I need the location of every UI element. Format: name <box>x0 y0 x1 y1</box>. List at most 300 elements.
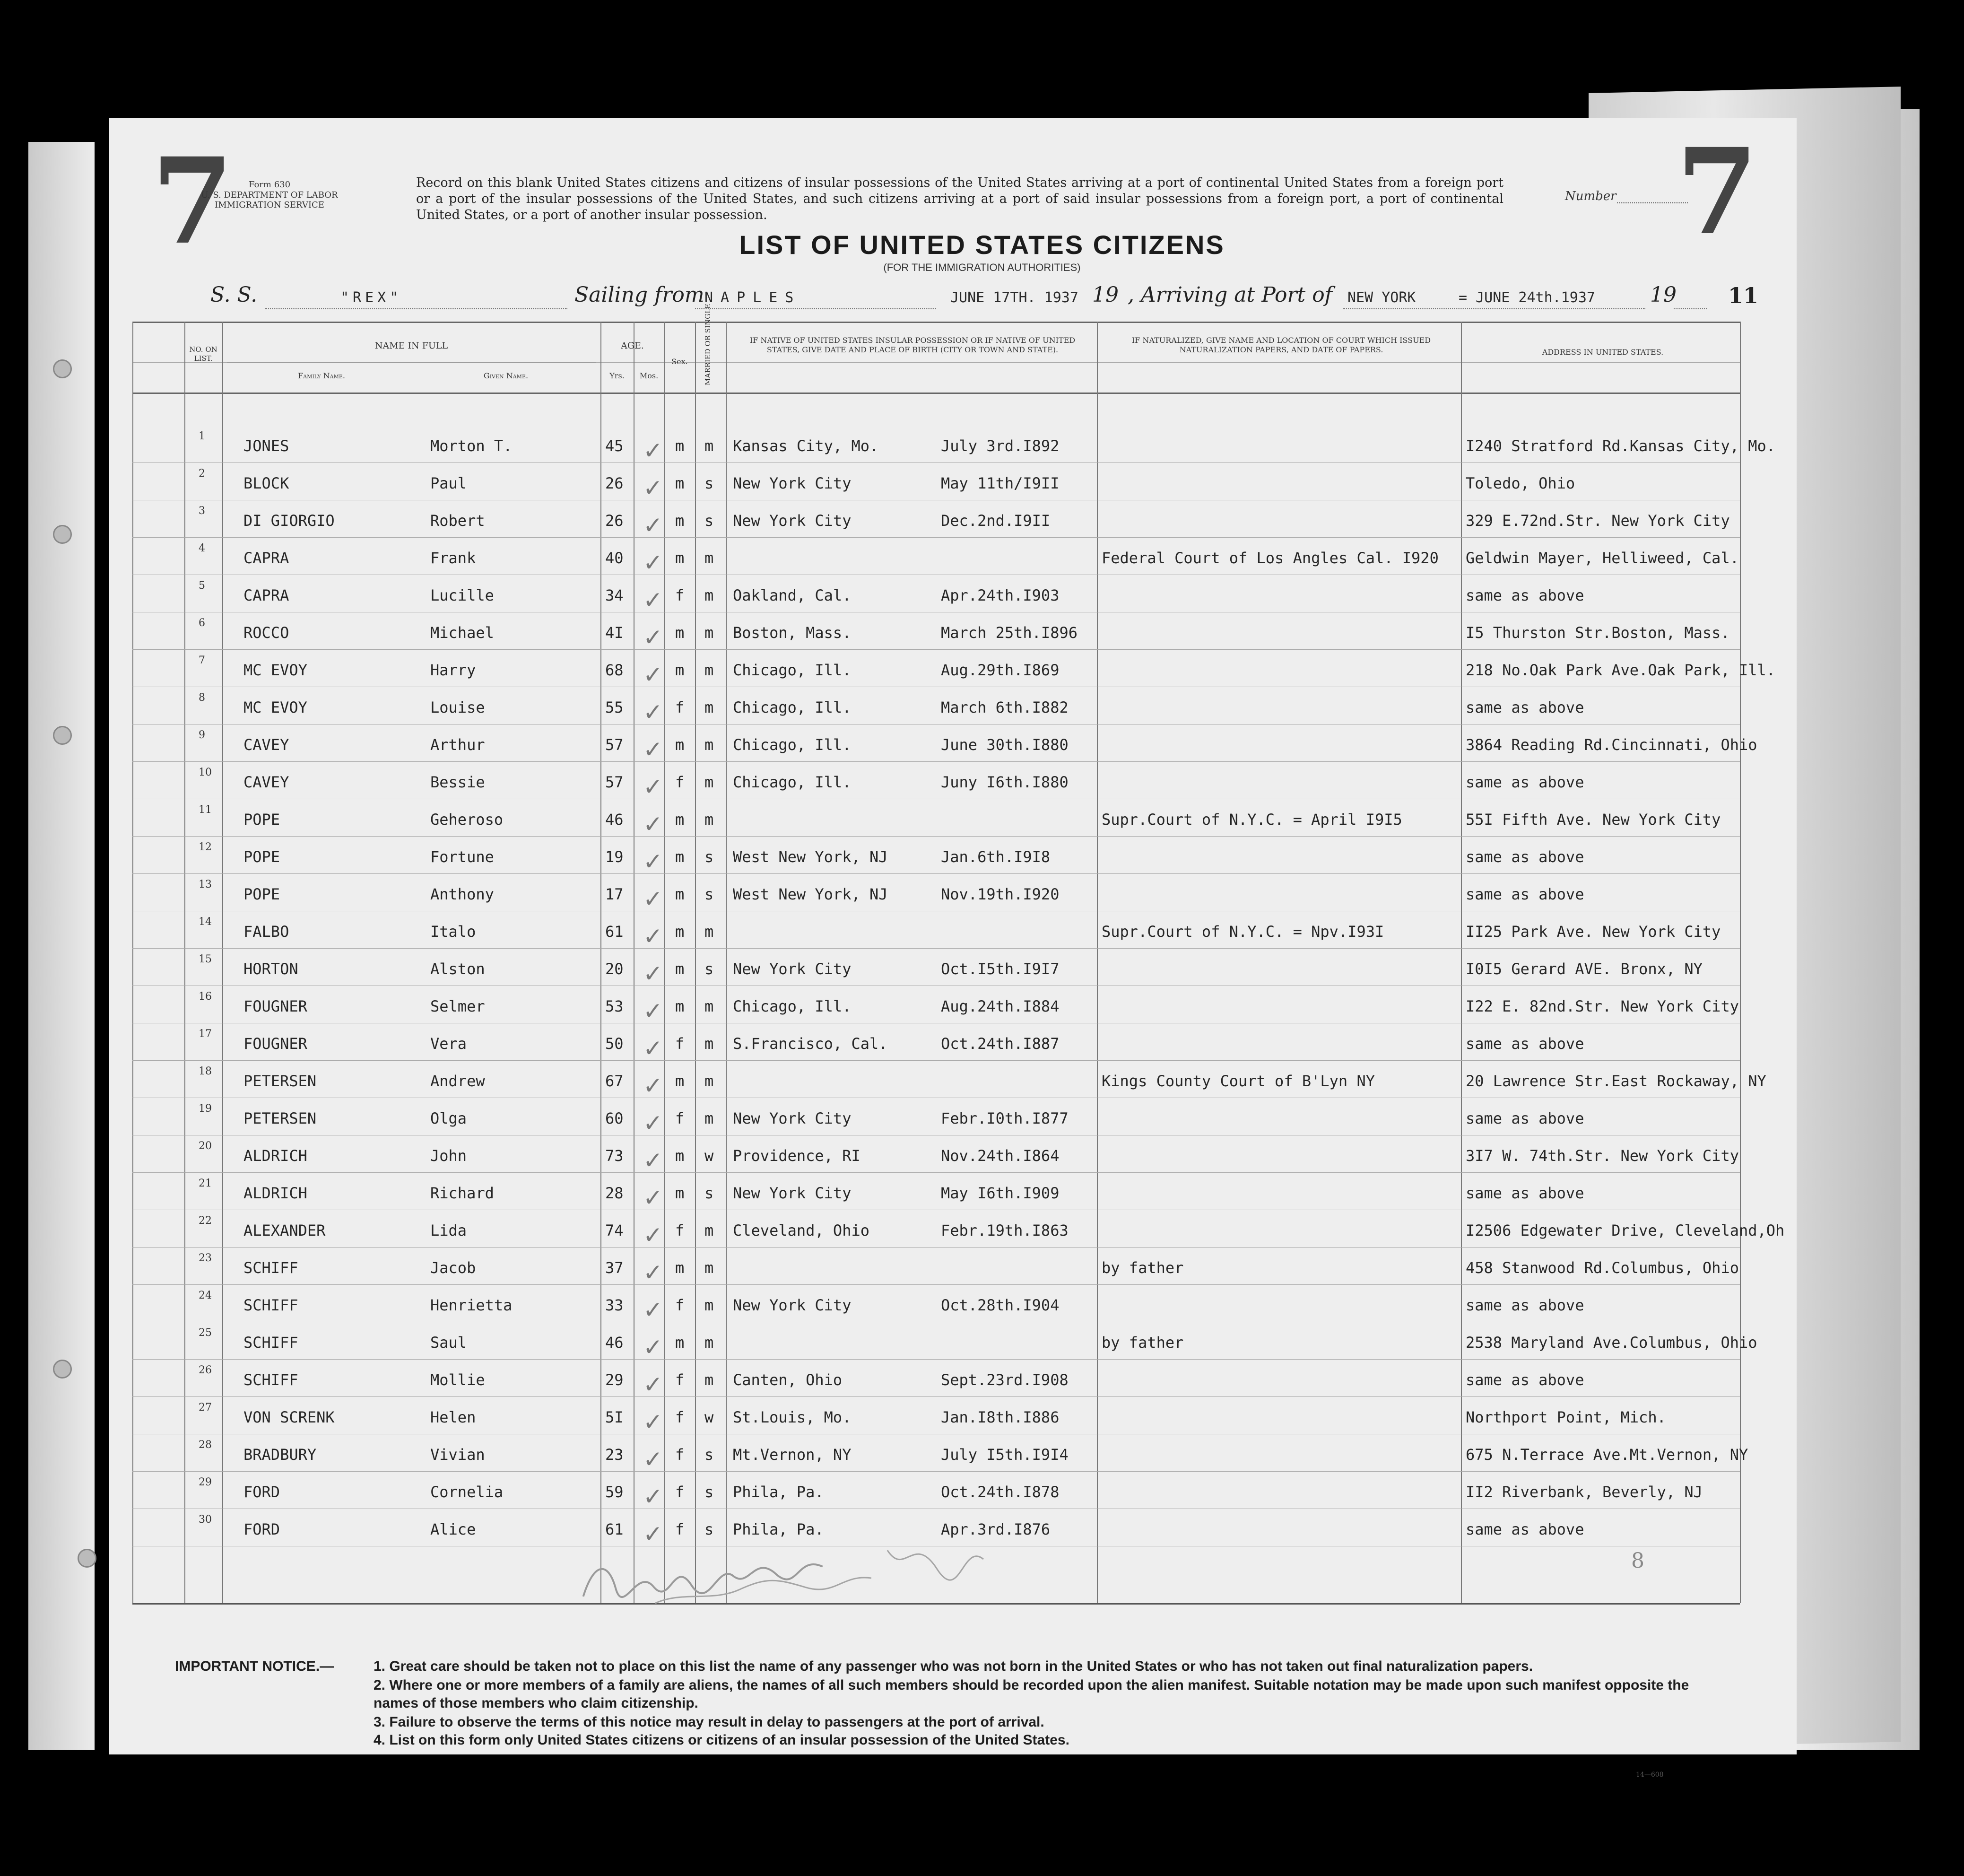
table-bottom-rule <box>132 1603 1740 1605</box>
cell-age: 67 <box>605 1072 624 1090</box>
check-mark-icon: ✓ <box>643 1222 663 1249</box>
cell-family: FOUGNER <box>243 1035 307 1053</box>
table-row <box>132 799 1740 836</box>
check-mark-icon: ✓ <box>643 1184 663 1212</box>
table-row <box>132 911 1740 948</box>
cell-address: same as above <box>1466 1109 1584 1127</box>
cell-age: 46 <box>605 1334 624 1352</box>
department-name: U. S. DEPARTMENT OF LABOR <box>201 190 338 200</box>
cell-family: FOUGNER <box>243 997 307 1015</box>
cell-age: 37 <box>605 1259 624 1277</box>
cell-no: 10 <box>199 767 212 778</box>
header-birth: IF NATIVE OF UNITED STATES INSULAR POSSESSION OR IF NATIVE OF UNITED STATES, GIVE DATE AND PLACE OF BIRTH (CITY OR TOWN AND STATE). <box>749 336 1076 354</box>
cell-address: II25 Park Ave. New York City <box>1466 923 1721 941</box>
ss-label: S. S. <box>210 283 258 307</box>
cell-given: Mollie <box>430 1371 485 1389</box>
left-page-edge <box>28 142 95 1750</box>
cell-no: 16 <box>199 991 212 1003</box>
cell-no: 18 <box>199 1065 212 1077</box>
cell-given: Morton T. <box>430 437 513 455</box>
cell-birth-place: Chicago, Ill. <box>733 773 852 791</box>
cell-birth-date: Aug.29th.I869 <box>941 661 1060 679</box>
cell-age: 73 <box>605 1147 624 1165</box>
cell-sex: m <box>675 997 685 1015</box>
cell-address: II2 Riverbank, Beverly, NJ <box>1466 1483 1703 1501</box>
cell-address: 3I7 W. 74th.Str. New York City <box>1466 1147 1739 1165</box>
cell-birth-date: July I5th.I9I4 <box>941 1446 1069 1464</box>
cell-address: same as above <box>1466 586 1584 604</box>
form-identifier <box>184 180 355 210</box>
cell-birth-place: Phila, Pa. <box>733 1520 824 1538</box>
cell-ms: m <box>704 549 714 567</box>
cell-given: Richard <box>430 1184 494 1202</box>
cell-no: 1 <box>199 430 205 442</box>
cell-family: MC EVOY <box>243 661 307 679</box>
cell-birth-date: Oct.24th.I887 <box>941 1035 1060 1053</box>
cell-given: Helen <box>430 1408 476 1426</box>
cell-ms: m <box>704 661 714 679</box>
cell-ms: m <box>704 1072 714 1090</box>
cell-family: SCHIFF <box>243 1259 298 1277</box>
cell-no: 13 <box>199 879 212 890</box>
cell-age: 19 <box>605 848 624 866</box>
cell-no: 25 <box>199 1327 212 1339</box>
check-mark-icon: ✓ <box>643 661 663 689</box>
cell-age: 20 <box>605 960 624 978</box>
cell-birth-date: Dec.2nd.I9II <box>941 512 1051 530</box>
cell-given: Fortune <box>430 848 494 866</box>
check-mark-icon: ✓ <box>643 848 663 875</box>
table-row <box>132 1360 1740 1396</box>
cell-no: 11 <box>199 804 212 816</box>
cell-given: Andrew <box>430 1072 485 1090</box>
cell-birth-date: June 30th.I880 <box>941 736 1069 754</box>
punch-hole <box>78 1549 96 1568</box>
cell-no: 9 <box>199 729 205 741</box>
cell-birth-date: May 11th/I9II <box>941 474 1060 492</box>
cell-given: Cornelia <box>430 1483 504 1501</box>
cell-ms: w <box>704 1408 714 1426</box>
cell-sex: f <box>675 773 685 791</box>
cell-age: 40 <box>605 549 624 567</box>
cell-no: 12 <box>199 841 212 853</box>
cell-no: 4 <box>199 542 205 554</box>
cell-given: Bessie <box>430 773 485 791</box>
cell-given: Harry <box>430 661 476 679</box>
cell-family: ALEXANDER <box>243 1222 326 1239</box>
cell-age: 33 <box>605 1296 624 1314</box>
number-label: Number <box>1565 189 1616 203</box>
cell-family: JONES <box>243 437 289 455</box>
cell-age: 5I <box>605 1408 624 1426</box>
cell-address: same as above <box>1466 1184 1584 1202</box>
cell-family: DI GIORGIO <box>243 512 335 530</box>
cell-sex: f <box>675 1035 685 1053</box>
cell-birth-place: West New York, NJ <box>733 848 888 866</box>
cell-no: 21 <box>199 1178 212 1189</box>
cell-sex: m <box>675 474 685 492</box>
cell-ms: m <box>704 811 714 829</box>
cell-given: Selmer <box>430 997 485 1015</box>
cell-sex: m <box>675 437 685 455</box>
cell-given: Anthony <box>430 885 494 903</box>
table-row <box>132 1210 1785 1249</box>
cell-sex: m <box>675 1334 685 1352</box>
form-number: Form 630 <box>248 180 291 190</box>
check-mark-icon: ✓ <box>643 698 663 726</box>
header-naturalized: IF NATURALIZED, GIVE NAME AND LOCATION OF COURT WHICH ISSUED NATURALIZATION PAPERS, AND DATE OF PAPERS. <box>1131 336 1431 354</box>
cell-birth-place: West New York, NJ <box>733 885 888 903</box>
table-row <box>132 949 1740 986</box>
header-sex: Sex. <box>671 357 688 366</box>
cell-address: same as above <box>1466 1520 1584 1538</box>
table-row <box>132 762 1740 799</box>
cell-ms: m <box>704 736 714 754</box>
pencil-mark: 8 <box>1631 1549 1644 1573</box>
check-mark-icon: ✓ <box>643 997 663 1025</box>
arrival-year-suffix: 19 <box>1650 283 1677 307</box>
header-name-in-full: NAME IN FULL <box>374 340 448 351</box>
cell-sex: f <box>675 1446 685 1464</box>
cell-ms: s <box>704 1184 714 1202</box>
cell-given: Lida <box>430 1222 467 1239</box>
check-mark-icon: ✓ <box>643 811 663 838</box>
cell-ms: m <box>704 1035 714 1053</box>
cell-birth-place: Providence, RI <box>733 1147 860 1165</box>
cell-birth-date: Juny I6th.I880 <box>941 773 1069 791</box>
cell-no: 22 <box>199 1215 212 1227</box>
cell-given: Vivian <box>430 1446 485 1464</box>
cell-age: 59 <box>605 1483 624 1501</box>
cell-ms: m <box>704 923 714 941</box>
cell-ms: s <box>704 885 714 903</box>
cell-sex: m <box>675 736 685 754</box>
cell-given: Italo <box>430 923 476 941</box>
cell-birth-date: Apr.3rd.I876 <box>941 1520 1051 1538</box>
table-row <box>132 538 1740 575</box>
cell-given: Vera <box>430 1035 467 1053</box>
cell-given: Louise <box>430 698 485 716</box>
cell-sex: m <box>675 923 685 941</box>
check-mark-icon: ✓ <box>643 1296 663 1324</box>
table-row <box>132 1434 1748 1473</box>
header-mos: Mos. <box>639 371 659 380</box>
cell-age: 61 <box>605 1520 624 1538</box>
sailing-port: NAPLES <box>704 289 801 306</box>
page-number: 11 <box>1728 283 1759 308</box>
cell-address: same as above <box>1466 1296 1584 1314</box>
cell-given: Alice <box>430 1520 476 1538</box>
cell-birth-place: Chicago, Ill. <box>733 997 852 1015</box>
cell-birth-date: Oct.28th.I904 <box>941 1296 1060 1314</box>
cell-birth-date: Febr.I0th.I877 <box>941 1109 1069 1127</box>
cell-age: 29 <box>605 1371 624 1389</box>
cell-age: 55 <box>605 698 624 716</box>
cell-birth-place: Cleveland, Ohio <box>733 1222 869 1239</box>
table-row <box>132 463 1740 500</box>
cell-family: SCHIFF <box>243 1296 298 1314</box>
cell-family: POPE <box>243 811 280 829</box>
cell-birth-place: S.Francisco, Cal. <box>733 1035 888 1053</box>
cell-no: 26 <box>199 1364 212 1376</box>
cell-ms: s <box>704 1483 714 1501</box>
ship-name: "REX" <box>340 289 402 306</box>
cell-family: PETERSEN <box>243 1109 317 1127</box>
table-row <box>132 1061 1766 1099</box>
table-row <box>132 1023 1740 1060</box>
check-mark-icon: ✓ <box>643 923 663 950</box>
table-row <box>132 426 1776 464</box>
cell-age: 4I <box>605 624 624 642</box>
cell-court: Supr.Court of N.Y.C. = Npv.I93I <box>1102 923 1384 941</box>
cell-birth-date: Nov.19th.I920 <box>941 885 1060 903</box>
cell-address: same as above <box>1466 1035 1584 1053</box>
cell-age: 61 <box>605 923 624 941</box>
check-mark-icon: ✓ <box>643 736 663 763</box>
cell-ms: m <box>704 1259 714 1277</box>
record-instructions: Record on this blank United States citizens and citizens of insular possessions of the United States arriving at a port of continental United States from a foreign port or a port of the insular possessions of the United States, and such citizens arriving at a port of said insular possessions from a foreign port, a port of continental United States, or a port of another insular possession. <box>416 175 1503 222</box>
cell-ms: m <box>704 437 714 455</box>
cell-family: ALDRICH <box>243 1147 307 1165</box>
cell-age: 53 <box>605 997 624 1015</box>
sailing-label: Sailing from <box>574 283 704 307</box>
table-row <box>132 575 1740 612</box>
cell-no: 30 <box>199 1514 212 1526</box>
cell-sex: f <box>675 698 685 716</box>
year-line <box>1674 308 1707 309</box>
cell-sex: m <box>675 512 685 530</box>
cell-birth-date: May I6th.I909 <box>941 1184 1060 1202</box>
cell-sex: m <box>675 885 685 903</box>
cell-birth-date: March 25th.I896 <box>941 624 1078 642</box>
cell-birth-place: Chicago, Ill. <box>733 736 852 754</box>
cell-age: 60 <box>605 1109 624 1127</box>
cell-age: 34 <box>605 586 624 604</box>
table-row <box>132 1285 1740 1322</box>
cell-ms: m <box>704 586 714 604</box>
cell-birth-date: Sept.23rd.I908 <box>941 1371 1069 1389</box>
cell-address: I5 Thurston Str.Boston, Mass. <box>1466 624 1730 642</box>
check-mark-icon: ✓ <box>643 1483 663 1510</box>
cell-sex: m <box>675 1259 685 1277</box>
table-row <box>132 1397 1740 1434</box>
cell-birth-place: Kansas City, Mo. <box>733 437 879 455</box>
cell-ms: m <box>704 624 714 642</box>
cell-age: 46 <box>605 811 624 829</box>
cell-birth-place: Canten, Ohio <box>733 1371 843 1389</box>
cell-sex: m <box>675 848 685 866</box>
cell-family: CAPRA <box>243 549 289 567</box>
cell-address: 55I Fifth Ave. New York City <box>1466 811 1721 829</box>
cell-ms: s <box>704 512 714 530</box>
check-mark-icon: ✓ <box>643 474 663 502</box>
table-row <box>132 612 1740 649</box>
check-mark-icon: ✓ <box>643 960 663 987</box>
cell-birth-place: Phila, Pa. <box>733 1483 824 1501</box>
cell-birth-place: New York City <box>733 1296 852 1314</box>
printer-code: 14—608 <box>1636 1771 1664 1779</box>
cell-court: Federal Court of Los Angles Cal. I920 <box>1102 549 1439 567</box>
check-mark-icon: ✓ <box>643 1371 663 1398</box>
cell-ms: s <box>704 1446 714 1464</box>
check-mark-icon: ✓ <box>643 1520 663 1548</box>
cell-no: 19 <box>199 1103 212 1115</box>
cell-address: same as above <box>1466 773 1584 791</box>
cell-birth-place: Chicago, Ill. <box>733 698 852 716</box>
cell-address: 20 Lawrence Str.East Rockaway, NY <box>1466 1072 1766 1090</box>
table-row <box>132 500 1740 537</box>
table-top-rule <box>132 322 1740 323</box>
cell-birth-date: Oct.I5th.I9I7 <box>941 960 1060 978</box>
cell-ms: s <box>704 960 714 978</box>
cell-birth-place: Boston, Mass. <box>733 624 852 642</box>
cell-family: FALBO <box>243 923 289 941</box>
cell-given: Saul <box>430 1334 467 1352</box>
arrival-port: NEW YORK <box>1347 289 1416 306</box>
cell-birth-place: New York City <box>733 512 852 530</box>
table-row <box>132 874 1740 911</box>
arriving-label: , Arriving at Port of <box>1128 283 1332 307</box>
cell-address: 458 Stanwood Rd.Columbus, Ohio <box>1466 1259 1739 1277</box>
cell-no: 3 <box>199 505 205 517</box>
cell-birth-date: Apr.24th.I903 <box>941 586 1060 604</box>
cell-no: 2 <box>199 468 205 480</box>
cell-family: CAPRA <box>243 586 289 604</box>
cell-family: ROCCO <box>243 624 289 642</box>
cell-ms: m <box>704 773 714 791</box>
cell-ms: m <box>704 1334 714 1352</box>
cell-address: same as above <box>1466 848 1584 866</box>
cell-given: Alston <box>430 960 485 978</box>
notice-item: 3. Failure to observe the terms of this notice may result in delay to passengers at the port of arrival. <box>374 1714 1044 1730</box>
cell-sex: f <box>675 1520 685 1538</box>
cell-given: Jacob <box>430 1259 476 1277</box>
cell-given: Paul <box>430 474 467 492</box>
cell-family: SCHIFF <box>243 1371 298 1389</box>
table-row <box>132 837 1740 873</box>
cell-birth-date: March 6th.I882 <box>941 698 1069 716</box>
table-row <box>132 724 1757 763</box>
table-row <box>132 687 1740 724</box>
table-row <box>132 986 1740 1023</box>
cell-family: SCHIFF <box>243 1334 298 1352</box>
cell-family: ALDRICH <box>243 1184 307 1202</box>
header-no-on-list: NO. ON LIST. <box>189 345 217 363</box>
cell-court: by father <box>1102 1259 1184 1277</box>
cell-address: I0I5 Gerard AVE. Bronx, NY <box>1466 960 1703 978</box>
table-row <box>132 1248 1740 1284</box>
cell-family: PETERSEN <box>243 1072 317 1090</box>
check-mark-icon: ✓ <box>643 1408 663 1436</box>
cell-birth-place: Chicago, Ill. <box>733 661 852 679</box>
cell-no: 8 <box>199 692 205 704</box>
cell-court: Kings County Court of B'Lyn NY <box>1102 1072 1375 1090</box>
cell-family: BLOCK <box>243 474 289 492</box>
cell-sex: m <box>675 1184 685 1202</box>
cell-family: POPE <box>243 848 280 866</box>
cell-address: I240 Stratford Rd.Kansas City, Mo. <box>1466 437 1776 455</box>
cell-sex: f <box>675 1222 685 1239</box>
notice-item: 2. Where one or more members of a family are aliens, the names of all such members should be recorded upon the alien manifest. Suitable notation may be made upon such manifest opposite the names of those members who claim citizenship. <box>374 1677 1689 1711</box>
check-mark-icon: ✓ <box>643 885 663 913</box>
cell-address: 3864 Reading Rd.Cincinnati, Ohio <box>1466 736 1757 754</box>
cell-no: 5 <box>199 580 205 592</box>
cell-family: FORD <box>243 1483 280 1501</box>
header-age: AGE. <box>621 340 644 351</box>
check-mark-icon: ✓ <box>643 624 663 651</box>
cell-birth-place: St.Louis, Mo. <box>733 1408 852 1426</box>
cell-ms: s <box>704 474 714 492</box>
notice-item: 4. List on this form only United States citizens or citizens of an insular possession of the United States. <box>374 1732 1069 1748</box>
punch-hole <box>53 525 72 544</box>
header-address: ADDRESS IN UNITED STATES. <box>1542 348 1664 357</box>
cell-age: 26 <box>605 512 624 530</box>
cell-birth-date: Nov.24th.I864 <box>941 1147 1060 1165</box>
punch-hole <box>53 726 72 745</box>
cell-age: 45 <box>605 437 624 455</box>
cell-address: 218 No.Oak Park Ave.Oak Park, Ill. <box>1466 661 1776 679</box>
cell-age: 68 <box>605 661 624 679</box>
sheet-number-right: 7 <box>1676 122 1758 261</box>
cell-given: Geheroso <box>430 811 504 829</box>
cell-ms: w <box>704 1147 714 1165</box>
cell-ms: m <box>704 1222 714 1239</box>
cell-sex: f <box>675 586 685 604</box>
document-subtitle: (FOR THE IMMIGRATION AUTHORITIES) <box>883 262 1081 273</box>
sailing-year-suffix: 19 <box>1092 283 1119 307</box>
cell-address: 2538 Maryland Ave.Columbus, Ohio <box>1466 1334 1757 1352</box>
sailing-date: JUNE 17TH. 1937 <box>950 289 1078 306</box>
cell-family: CAVEY <box>243 736 289 754</box>
arrival-date: = JUNE 24th.1937 <box>1459 289 1595 306</box>
cell-address: I22 E. 82nd.Str. New York City <box>1466 997 1739 1015</box>
document-title: LIST OF UNITED STATES CITIZENS <box>739 230 1225 260</box>
cell-ms: m <box>704 997 714 1015</box>
cell-age: 17 <box>605 885 624 903</box>
cell-no: 17 <box>199 1028 212 1040</box>
cell-court: by father <box>1102 1334 1184 1352</box>
cell-age: 28 <box>605 1184 624 1202</box>
cell-age: 26 <box>605 474 624 492</box>
cell-no: 29 <box>199 1476 212 1488</box>
cell-sex: m <box>675 811 685 829</box>
cell-address: same as above <box>1466 1371 1584 1389</box>
cell-address: same as above <box>1466 885 1584 903</box>
cell-ms: m <box>704 698 714 716</box>
header-bottom-rule <box>132 393 1740 394</box>
cell-sex: m <box>675 1147 685 1165</box>
table-row <box>132 1135 1740 1172</box>
cell-age: 74 <box>605 1222 624 1239</box>
cell-birth-date: Oct.24th.I878 <box>941 1483 1060 1501</box>
cell-address: Northport Point, Mich. <box>1466 1408 1666 1426</box>
punch-hole <box>53 359 72 378</box>
cell-family: CAVEY <box>243 773 289 791</box>
notice-item: 1. Great care should be taken not to place on this list the name of any passenger who was not born in the United States or who has not taken out final naturalization papers. <box>374 1658 1533 1674</box>
cell-sex: f <box>675 1483 685 1501</box>
check-mark-icon: ✓ <box>643 773 663 801</box>
sheet-number-left: 7 <box>151 131 234 270</box>
cell-address: Toledo, Ohio <box>1466 474 1575 492</box>
cell-birth-date: Jan.I8th.I886 <box>941 1408 1060 1426</box>
cell-birth-place: New York City <box>733 1184 852 1202</box>
cell-given: Michael <box>430 624 494 642</box>
cell-age: 50 <box>605 1035 624 1053</box>
cell-birth-date: Febr.19th.I863 <box>941 1222 1069 1239</box>
name-subheader-rule <box>227 362 596 363</box>
cell-no: 15 <box>199 953 212 965</box>
check-mark-icon: ✓ <box>643 1446 663 1473</box>
